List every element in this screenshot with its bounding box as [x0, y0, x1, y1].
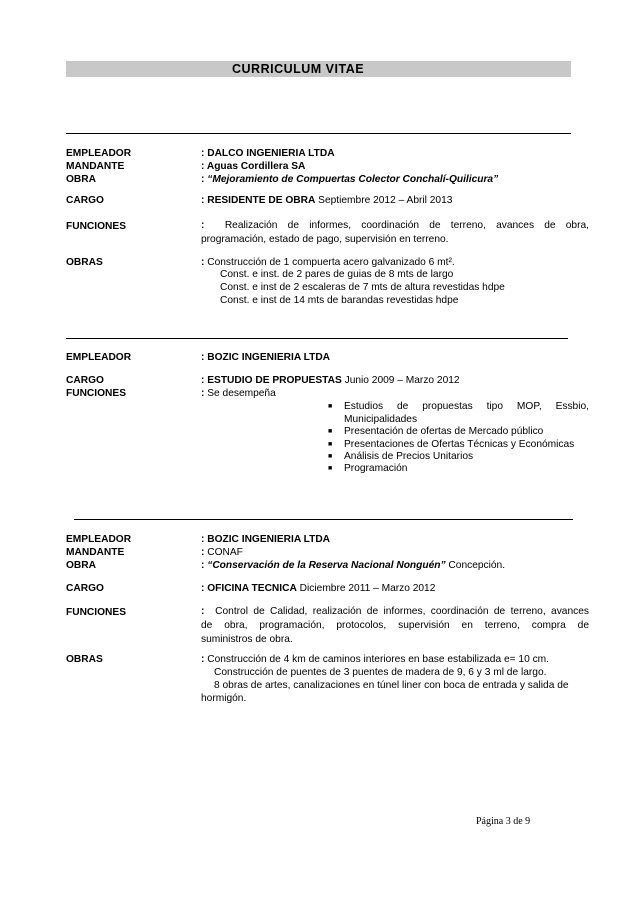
- obra-name: “Conservación de la Reserva Nacional Nonguén”: [207, 560, 446, 571]
- bullet-text: Presentaciones de Ofertas Técnicas y Económicas: [344, 439, 575, 450]
- section-divider: [66, 338, 568, 339]
- mandante-colon: :: [201, 547, 205, 558]
- cargo-label: CARGO: [66, 195, 104, 206]
- obra-value: [201, 559, 505, 572]
- bullet-square-icon: ■: [328, 428, 333, 435]
- obras-line1: Construcción de 4 km de caminos interiores en base estabilizada e= 10 cm.: [204, 654, 549, 665]
- funciones-text: [201, 219, 589, 247]
- obra-value: [201, 173, 498, 186]
- obras-line2: Const. e inst. de 2 pares de guias de 8 mts de largo: [220, 269, 454, 280]
- bullet-square-icon: ■: [328, 453, 333, 460]
- funciones-label: FUNCIONES: [66, 388, 126, 399]
- funciones-line3: suministros de obra.: [201, 634, 293, 645]
- funciones-text: [201, 605, 589, 647]
- cargo-value: [201, 582, 435, 595]
- obras-line1: Construcción de 1 compuerta acero galvanizado 6 mt².: [204, 257, 455, 268]
- cargo-title: : RESIDENTE DE OBRA: [201, 195, 316, 206]
- cargo-dates: Junio 2009 – Marzo 2012: [341, 375, 460, 386]
- funciones-line: [201, 219, 589, 233]
- cargo-title: : OFICINA TECNICA: [201, 583, 297, 594]
- funciones-colon: :: [201, 606, 205, 617]
- empleador-value: : BOZIC INGENIERIA LTDA: [201, 352, 331, 363]
- cargo-label: CARGO: [66, 375, 104, 386]
- funciones-line2: programación, estado de pago, supervisión en terreno.: [201, 234, 449, 245]
- page-number: Página 3 de 9: [476, 816, 531, 827]
- bullet-line2: Municipalidades: [344, 414, 418, 425]
- bullet-text: [344, 400, 589, 426]
- obras-line4: Const. e inst de 14 mts de barandas revestidas hdpe: [220, 295, 459, 306]
- cargo-value: [201, 194, 452, 207]
- funciones-colon: :: [201, 220, 205, 231]
- bullet-text: Programación: [344, 463, 408, 474]
- empleador-value: : DALCO INGENIERIA LTDA: [201, 148, 335, 159]
- cargo-title: : ESTUDIO DE PROPUESTAS: [201, 375, 342, 386]
- cargo-dates: Septiembre 2012 – Abril 2013: [315, 195, 453, 206]
- mandante-value: [201, 546, 243, 559]
- bullet-text: Presentación de ofertas de Mercado público: [344, 426, 544, 437]
- mandante-value: : Aguas Cordillera SA: [201, 161, 306, 172]
- funciones-text: [201, 387, 276, 400]
- funciones-line2: de obra, programación, protocolos, supervisión en terreno, compra de: [201, 620, 589, 631]
- mandante-label: MANDANTE: [66, 161, 125, 172]
- obras-line3: Const. e inst de 2 escaleras de 7 mts de altura revestidas hdpe: [220, 282, 505, 293]
- section-divider: [74, 519, 573, 520]
- obras-colon: :: [201, 654, 205, 665]
- bullet-square-icon: ■: [328, 465, 333, 472]
- obra-suffix: Concepción.: [445, 560, 506, 571]
- obra-prefix: :: [201, 174, 208, 185]
- cargo-dates: Diciembre 2011 – Marzo 2012: [296, 583, 436, 594]
- empleador-label: EMPLEADOR: [66, 148, 132, 159]
- mandante-name: CONAF: [204, 547, 243, 558]
- bullet-text: Análisis de Precios Unitarios: [344, 451, 474, 462]
- cargo-value: [201, 374, 460, 387]
- obra-label: OBRA: [66, 560, 96, 571]
- empleador-label: EMPLEADOR: [66, 352, 132, 363]
- funciones-line1: Control de Calidad, realización de informes, coordinación de terreno, avances: [215, 606, 589, 617]
- funciones-label: FUNCIONES: [66, 607, 126, 618]
- cargo-label: CARGO: [66, 583, 104, 594]
- funciones-intro: Se desempeña: [204, 388, 276, 399]
- obras-colon: :: [201, 257, 205, 268]
- obras-line4: hormigón.: [201, 693, 247, 704]
- obra-label: OBRA: [66, 174, 96, 185]
- funciones-line1: Realización de informes, coordinación de terreno, avances de obra,: [224, 220, 589, 231]
- funciones-colon: :: [201, 388, 205, 399]
- bullet-square-icon: ■: [328, 403, 333, 410]
- obras-line2: Construcción de puentes de 3 puentes de madera de 9, 6 y 3 ml de largo.: [214, 667, 547, 678]
- obras-line: [201, 653, 549, 666]
- bullet-square-icon: ■: [328, 441, 333, 448]
- funciones-label: FUNCIONES: [66, 221, 126, 232]
- obras-label: OBRAS: [66, 257, 103, 268]
- empleador-value: : BOZIC INGENIERIA LTDA: [201, 534, 331, 545]
- bullet-line1: Estudios de propuestas tipo MOP, Essbio,: [344, 401, 589, 412]
- mandante-label: MANDANTE: [66, 547, 125, 558]
- obra-prefix: :: [201, 560, 208, 571]
- obra-name: “Mejoramiento de Compuertas Colector Conchalí-Quilicura”: [207, 174, 499, 185]
- section-divider: [66, 133, 571, 134]
- funciones-line: [201, 605, 589, 619]
- obras-line3: 8 obras de artes, canalizaciones en túnel liner con boca de entrada y salida de: [214, 680, 569, 691]
- empleador-label: EMPLEADOR: [66, 534, 132, 545]
- page-title: CURRICULUM VITAE: [232, 62, 365, 76]
- obras-label: OBRAS: [66, 654, 103, 665]
